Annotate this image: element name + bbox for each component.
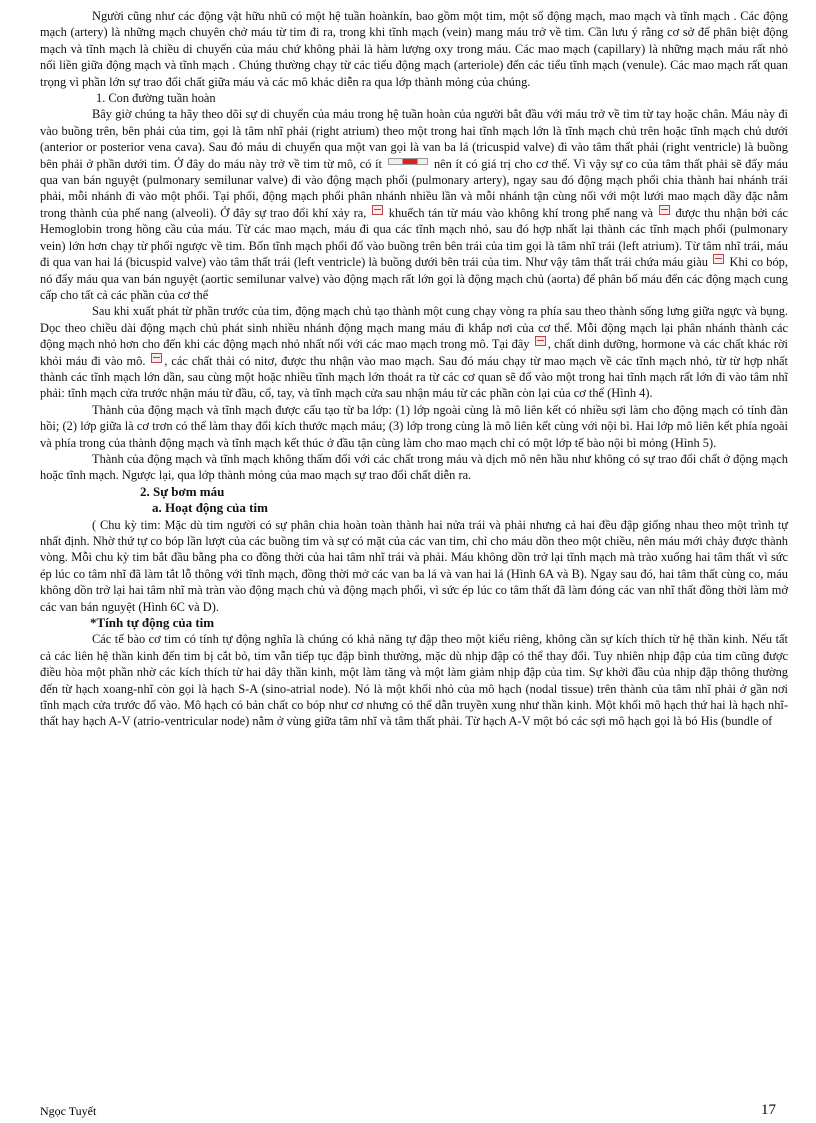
text-segment: khuếch tán từ máu vào không khí trong phế nang và bbox=[388, 205, 654, 220]
broken-image-icon bbox=[659, 205, 670, 215]
broken-image-icon bbox=[713, 254, 724, 264]
broken-image-icon bbox=[372, 205, 383, 215]
text-segment: , chất dinh dưỡng, hormone và các chất khác rời khỏi máu đi vào mô. bbox=[40, 337, 788, 368]
paragraph-intro: Người cũng như các động vật hữu nhũ có một hệ tuần hoànkín, bao gồm một tim, một số động mạch, mao mạch và tĩnh mạch . Các động mạch (artery) là những mạch chuyên chở máu từ tim đi ra, trong khi tĩnh mạch (vein) mang máu trở về tim. Cần lưu ý rằng cơ sở để phân biệt động mạch và tĩnh mạch là chiều di chuyển của máu chứ không phải là hàm lượng oxy trong máu. Các mao mạch (capillary) là những mạch máu rất nhỏ nối liền giữa động mạch và tĩnh mạch . Chúng thường chạy từ các tiểu động mạch (arteriole) đến các tiểu tĩnh mạch (venule). Các mao mạch rất quan trọng vì phần lớn sự trao đổi chất giữa máu và các mô khác diễn ra qua lớp thành mỏng của chúng. bbox=[40, 9, 788, 89]
text-segment: được thu nhận bởi các Hemoglobin trong hồng cầu của máu. Từ các mao mạch, máu đi qua các tĩnh mạch nhỏ, sau đó hợp nhất lại thành các tĩnh mạch phổi (pulmonary vein) lớn hơn chạy từ phổi ngược về tim. Bốn tĩnh mạch phổi đổ vào buồng trên bên trái của tim gọi là tâm nhĩ trái (left atrium). Từ tâm nhĩ trái, máu đi qua van hai lá (bicuspid valve) vào tâm thất trái (left ventricle) là buồng dưới bên trái của tim. Như vậy tâm thất trái chứa máu giàu bbox=[40, 205, 788, 270]
broken-image-icon bbox=[388, 158, 428, 165]
text-segment: Bây giờ chúng ta hãy theo dõi sự di chuyển của máu trong hệ tuần hoàn của người bắt đầu với máu trở về tim từ tay hoặc chân. Máu này đi vào buồng trên, bên phải của tim, gọi là tâm nhĩ phải (right atrium) theo một trong hai tĩnh mạch lớn là tĩnh mạch chủ trên hoặc tĩnh mạch chủ dưới (anterior or posterior vena cava). Sau đó máu di chuyển qua một van gọi là van ba lá (tricuspid valve) đi vào tâm thất phải (right ventricle) là buồng bên phải ở phần dưới tim. Ở đây do máu này trở về tim từ mô, có ít bbox=[40, 107, 788, 171]
text-segment: nên ít có giá trị cho cơ thể. Vì vậy sự co của tâm thất phải sẽ đẩy máu qua van bán nguyệt (pulmonary semilunar valve) đi vào động mạch phổi (pulmonary artery), ngay sau đó động mạch phổi chia thành hai nhánh trái phải, mỗi nhánh đi vào một phổi. Tại phổi, động mạch phổi phân nhánh nhiều lần và mỗi nhánh tận cùng nối với một lưới mao mạch dầy đặc nằm trong thành của phế nang (alveoli). Ở đây sự trao đổi khí xảy ra, bbox=[40, 156, 788, 220]
paragraph-vessel-walls: Thành của động mạch và tĩnh mạch được cấu tạo từ ba lớp: (1) lớp ngoài cùng là mô liên kết có nhiều sợi làm cho động mạch có tính đàn hồi; (2) lớp giữa là cơ trơn có thể làm thay đổi kích thước mạch máu; (3) lớp trong cùng là mô liên kết cùng với nội bì. Hai lớp mô liên kết phía ngoài và phía trong của thành động mạch và tĩnh mạch kết thúc ở đầu tận cùng làm cho mao mạch chỉ có một lớp tế bào nội bì mỏng (Hình 5). bbox=[40, 402, 788, 450]
paragraph-exchange: Thành của động mạch và tĩnh mạch không thấm đối với các chất trong máu và dịch mô nên hầu như không có sự trao đổi chất ở động mạch hoặc tĩnh mạch. Ngược lại, qua lớp thành mỏng của mao mạch sự trao đổi chất diễn ra. bbox=[40, 451, 788, 483]
paragraph-circulation-path bbox=[40, 106, 788, 303]
text-segment: Khi co bóp, nó đẩy máu qua van bán nguyệt (aortic semilunar valve) vào động mạch rất lớn gọi là động mạch chủ (aorta) để phân bố máu đến các động mạch cung cấp cho tất cả các phần của cơ thể bbox=[40, 255, 788, 302]
text-segment: , các chất thải có nitơ, được thu nhận vào mao mạch. Sau đó máu chạy từ mao mạch về các tĩnh mạch nhỏ, từ từ hợp nhất thành các tĩnh mạch lớn dần, sau cùng một hoặc nhiều tĩnh mạch lớn thoát ra từ các cơ quan sẽ đổ vào một trong hai tĩnh mạch rất lớn đi vào tâm nhĩ phải: tĩnh mạch cửa trước nhận máu từ đầu, cổ, tay, và tĩnh mạch cửa sau nhận máu từ các phần còn lại của cơ thể (Hình 4). bbox=[40, 353, 788, 401]
subsection-title-heart-activity: a. Hoạt động của tim bbox=[152, 500, 268, 516]
footer-author: Ngọc Tuyết bbox=[40, 1104, 97, 1118]
paragraph-automaticity: Các tế bào cơ tim có tính tự động nghĩa là chúng có khả năng tự đập theo một kiểu riêng, không cần sự kích thích từ hệ thần kinh. Nếu tất cả các liên hệ thần kinh đến tim bị cắt bỏ, tim vẫn tiếp tục đập bình thường, mặc dù nhịp đập có thể thay đổi. Tuy nhiên nhịp đập của tim cũng được điều hòa một phần nhờ các kích thích từ hai dây thần kinh, một làm tăng và một làm giảm nhịp đập của tim. Sự khởi đầu của nhịp đập thông thường đến từ hạch xoang-nhĩ còn gọi là hạch S-A (sino-atrial node). Nó là một khối nhỏ của mô hạch (nodal tissue) trên thành của tâm nhĩ phải ở gần nơi tĩnh mạch cửa trước đổ vào. Mô hạch có bản chất co bóp như cơ nhưng có thể dẫn truyền xung như thần kinh. Một khối mô hạch thứ hai là hạch nhĩ-thất hay hạch A-V (atrio-ventricular node) nằm ở vùng giữa tâm nhĩ và tâm thất phải. Từ hạch A-V một bó các sợi mô hạch gọi là bó His (bundle of bbox=[40, 632, 788, 729]
text-segment: Sau khi xuất phát từ phần trước của tim, động mạch chủ tạo thành một cung chạy vòng ra phía sau theo thành sống lưng giữa ngực và bụng. Dọc theo chiều dài động mạch chủ phát sinh nhiều nhánh động mạch mang máu đi khắp nơi của cơ thể. Mỗi động mạch lại phân nhánh thành các động mạch nhỏ hơn cho đến khi các động mạch nhỏ nhất nối với các mao mạch trong mô. Tại đây bbox=[40, 304, 788, 352]
section-title-circulation: 1. Con đường tuần hoàn bbox=[96, 91, 216, 106]
section-title-pumping: 2. Sự bơm máu bbox=[140, 483, 225, 499]
paragraph-aorta bbox=[40, 303, 788, 401]
page-number: 17 bbox=[761, 1102, 776, 1118]
subheading-automaticity: *Tính tự động của tim bbox=[90, 615, 215, 631]
page-footer bbox=[40, 1102, 776, 1120]
broken-image-icon bbox=[151, 353, 162, 363]
paragraph-cardiac-cycle: ( Chu kỳ tim: Mặc dù tim người có sự phân chia hoàn toàn thành hai nửa trái và phải nhưng cả hai đều đập giống nhau theo một trình tự nhất định. Nhờ thứ tự co bóp lần lượt của các buồng tim và sự có mặt của các van tim, chỉ cho máu dồn theo một chiều, nên máu mới chảy được thành vòng. Mỗi chu kỳ tim bắt đầu bằng pha co đồng thời của hai tâm nhĩ trái và phải. Máu không dồn trở lại tĩnh mạch mà trào xuống hai tâm thất vì sức ép lúc co tâm nhĩ đã làm tắt lỗ thông với tĩnh mạch, đồng thời mở các van ba lá và van hai lá (Hình 6A và B). Ngay sau đó, hai tâm thất cùng co, máu không dồn trở lại hai tâm nhĩ mà tràn vào động mạch chủ và động mạch phổi, vì sức ép lúc co tâm thất đã làm đóng các van nhĩ thất đồng thời làm mở các van bán nguyệt (Hình 6C và D). bbox=[40, 517, 788, 614]
broken-image-icon bbox=[535, 336, 546, 346]
